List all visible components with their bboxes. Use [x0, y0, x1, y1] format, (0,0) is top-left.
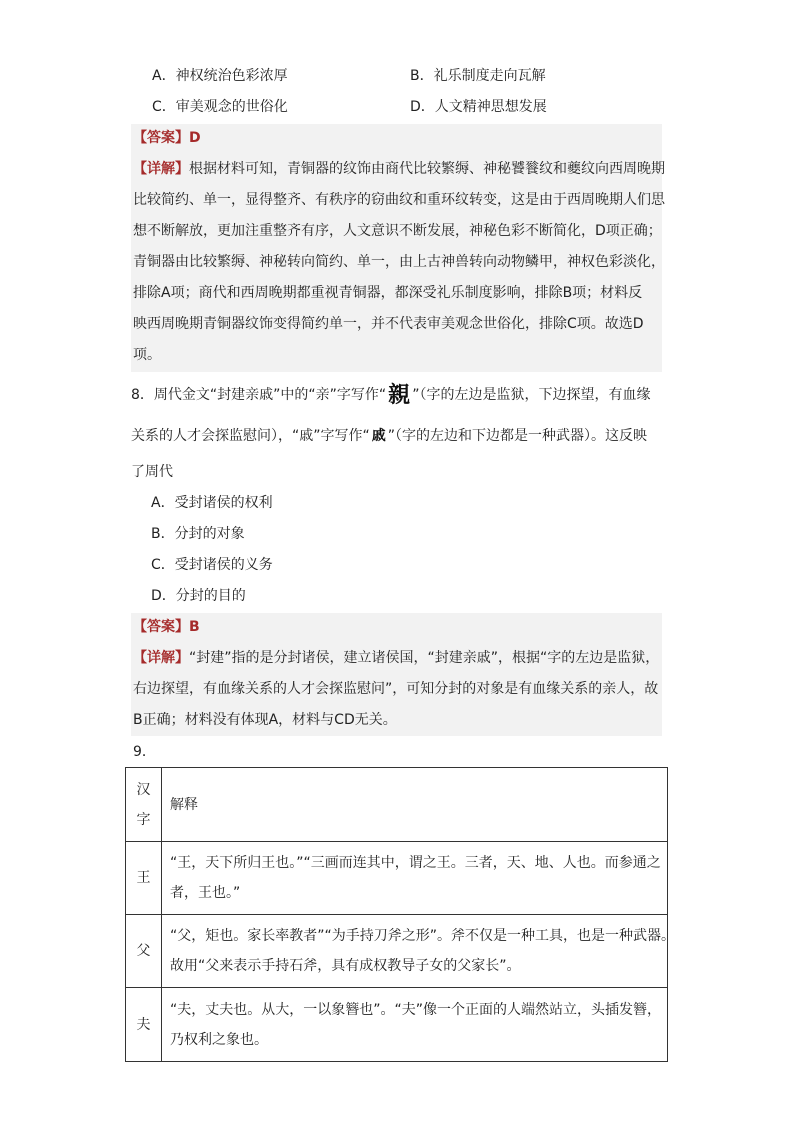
q7-detail-line: 排除A项；商代和西周晚期都重视青铜器，都深受礼乐制度影响，排除B项；材料反: [133, 285, 643, 301]
cell-line: 乃权利之象也。: [170, 1031, 268, 1048]
table-header-row: [126, 768, 668, 842]
q8-answer: [133, 616, 200, 638]
cell-line: “父，矩也。家长率教者”“为手持刀斧之形”。斧不仅是一种工具，也是一种武器。: [170, 928, 676, 944]
header-text: 汉: [136, 781, 151, 798]
bronze-glyph-qin-icon: 親: [388, 382, 411, 408]
q8-stem-line: [131, 382, 650, 408]
stem-text: 关系的人才会探监慰问），“戚”字写作“: [131, 428, 370, 444]
hanzi-table: [125, 767, 676, 1062]
q8-detail-line: [133, 647, 659, 669]
q8-option-a: A．受封诸侯的权利: [151, 495, 273, 511]
q8-option-b: B．分封的对象: [151, 526, 245, 542]
table-cell-explanation: [162, 915, 676, 988]
stem-text: 8．周代金文“封建亲戚”中的“亲”字写作“: [131, 387, 387, 403]
answer-value: D: [189, 130, 201, 146]
q7-detail-line: 项。: [133, 347, 161, 363]
q7-option-d: D．人文精神思想发展: [410, 99, 547, 115]
q7-detail-line: [133, 158, 665, 180]
detail-label: 【详解】: [133, 161, 189, 177]
table-row: [126, 988, 668, 1062]
q7-detail-line: 想不断解放，更加注重整齐有序，人文意识不断发展，神秘色彩不断简化，D项正确；: [133, 223, 662, 239]
q8-option-d: D．分封的目的: [151, 588, 246, 604]
header-explanation: 解释: [162, 768, 668, 842]
table-cell-char: 父: [126, 915, 162, 988]
q8-detail-line: 右边探望，有血缘关系的人才会探监慰问”，可知分封的对象是有血缘关系的亲人，故: [133, 681, 659, 697]
detail-text: 根据材料可知，青铜器的纹饰由商代比较繁缛、神秘饕餮纹和夔纹向西周晚期: [189, 161, 665, 177]
cell-line: “王，天下所归王也。”“三画而连其中，谓之王。三者，天、地、人也。而参通之: [170, 855, 661, 871]
detail-label: 【详解】: [133, 650, 189, 666]
q7-answer: [133, 127, 201, 149]
answer-label: 【答案】: [133, 130, 189, 146]
detail-text: “封建”指的是分封诸侯，建立诸侯国，“封建亲戚”，根据“字的左边是监狱，: [189, 650, 660, 666]
q7-detail-line: 映西周晚期青铜器纹饰变得简约单一，并不代表审美观念世俗化，排除C项。故选D: [133, 316, 644, 332]
q7-option-c: C．审美观念的世俗化: [152, 99, 288, 115]
stem-text: ”（字的左边是监狱，下边探望，有血缘: [412, 387, 651, 403]
cell-line: 者，王也。”: [170, 885, 241, 901]
q9-number: 9．: [133, 744, 156, 760]
stem-text: ”（字的左边和下边都是一种武器）。这反映: [387, 428, 648, 444]
cell-line: “夫，丈夫也。从大，一以象簪也”。“夫”像一个正面的人端然站立，头插发簪，: [170, 1001, 662, 1018]
bronze-glyph-qi-icon: 戚: [371, 428, 386, 444]
table-cell-explanation: [162, 842, 668, 915]
table-cell-char: 夫: [126, 988, 162, 1062]
q7-detail-line: 比较简约、单一，显得整齐、有秩序的窃曲纹和重环纹转变，这是由于西周晚期人们思: [133, 192, 665, 208]
header-text: 字: [136, 811, 151, 828]
q8-stem-line: [131, 425, 647, 447]
q8-option-c: C．受封诸侯的义务: [151, 557, 273, 573]
table-row: [126, 915, 668, 988]
q7-option-a: A．神权统治色彩浓厚: [152, 68, 288, 84]
table-row: [126, 842, 668, 915]
answer-label: 【答案】: [133, 619, 189, 635]
q8-detail-line: B正确；材料没有体现A，材料与CD无关。: [133, 712, 397, 728]
table-cell-char: 王: [126, 842, 162, 915]
cell-line: 故用“父来表示手持石斧，具有成权教导子女的父家长”。: [170, 958, 521, 974]
answer-value: B: [189, 619, 200, 635]
header-hanzi: [126, 768, 162, 842]
q8-stem-line: 了周代: [131, 464, 173, 480]
q7-option-b: B．礼乐制度走向瓦解: [410, 68, 546, 84]
table-cell-explanation: [162, 988, 668, 1062]
q7-detail-line: 青铜器由比较繁缛、神秘转向简约、单一，由上古神兽转向动物鳞甲，神权色彩淡化，: [133, 254, 665, 270]
